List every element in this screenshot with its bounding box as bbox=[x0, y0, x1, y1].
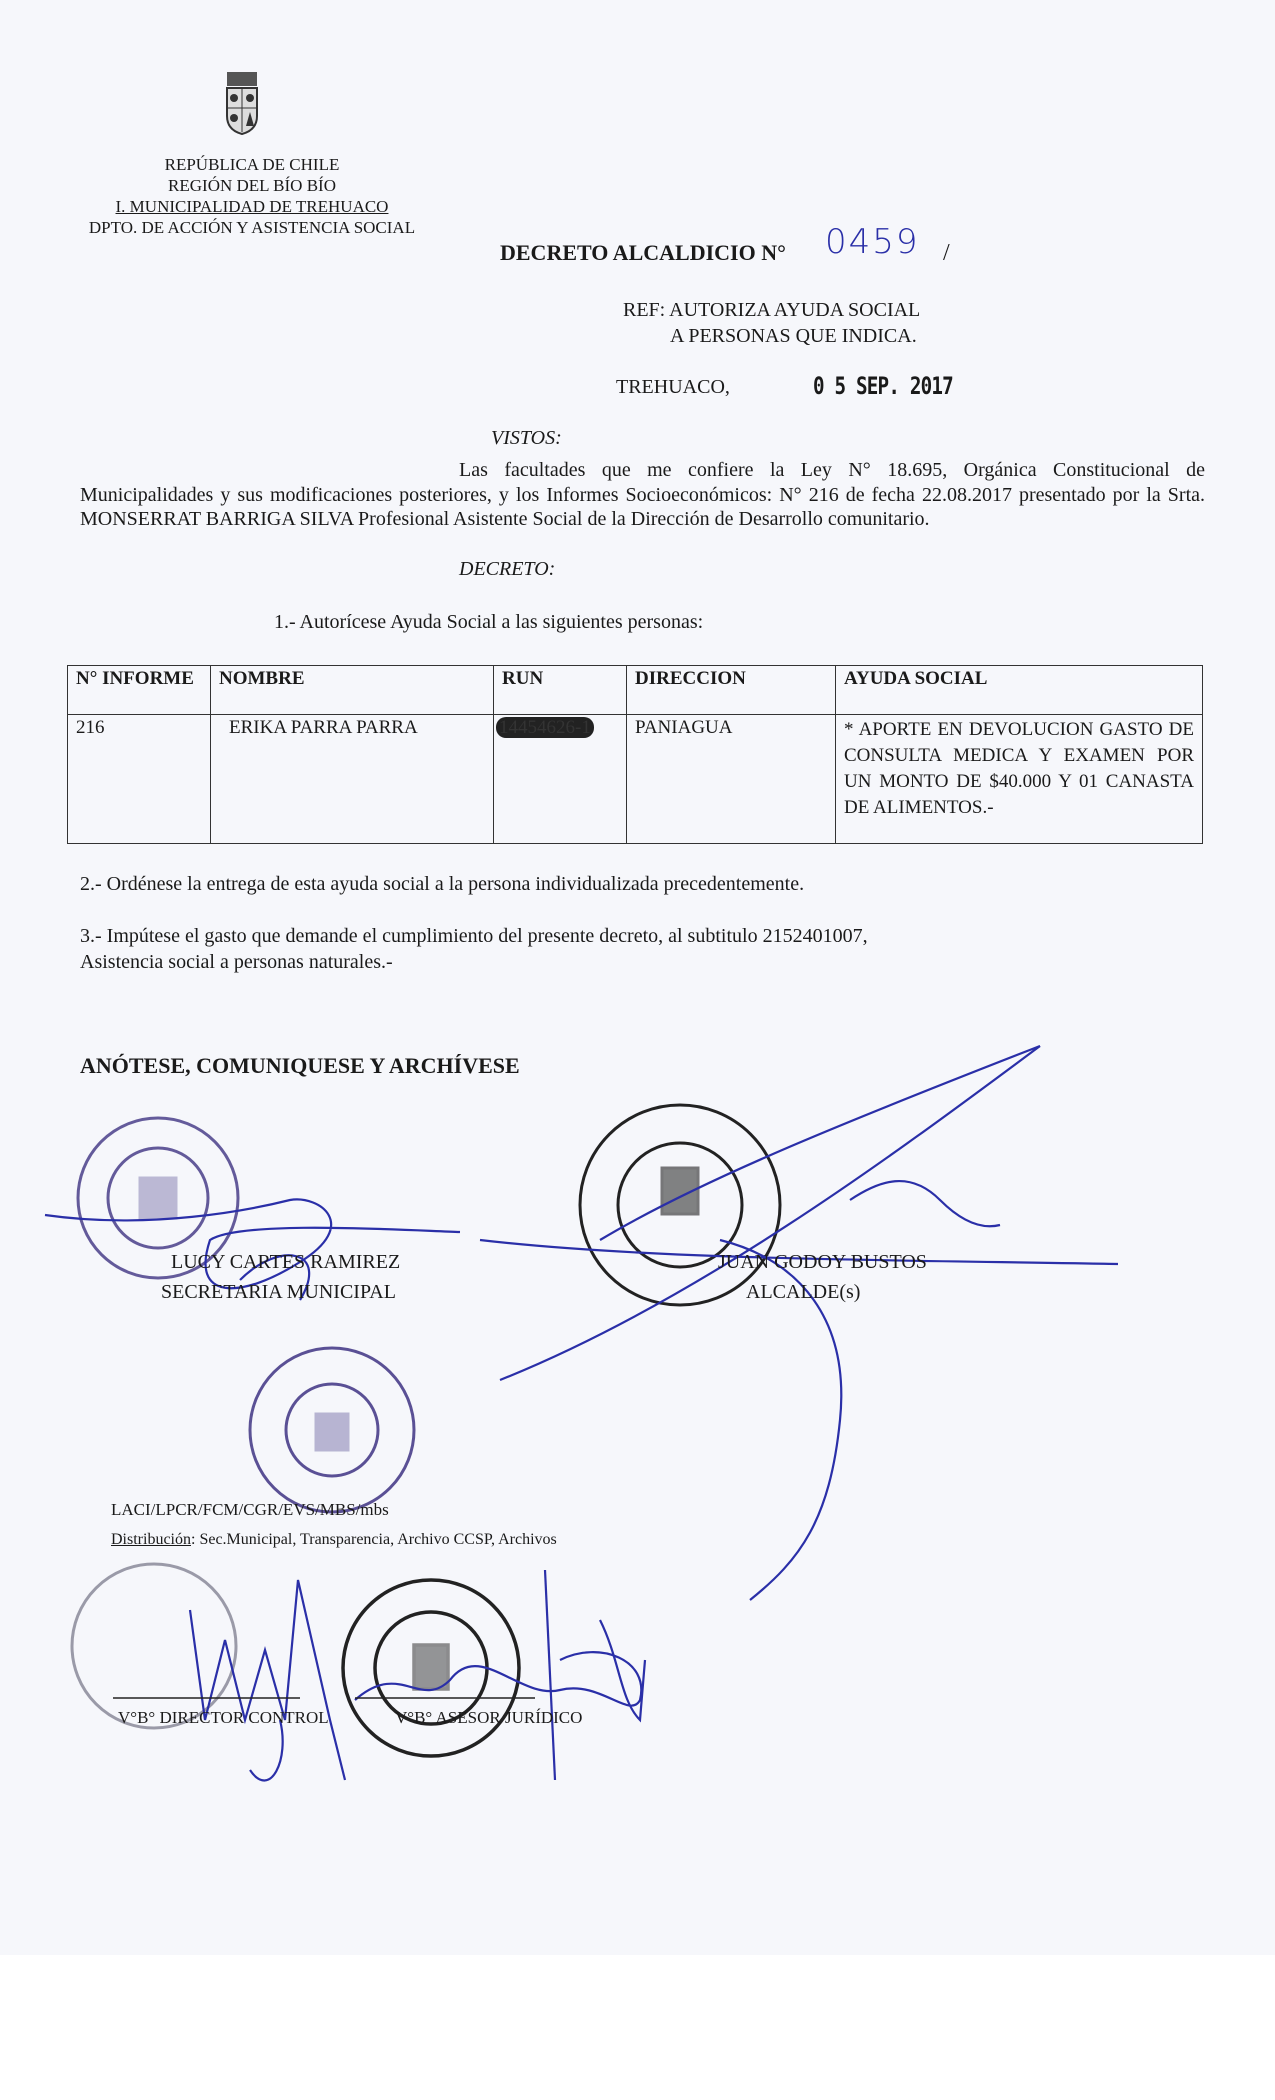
signatures bbox=[45, 1046, 1118, 1780]
col-nombre: NOMBRE bbox=[211, 666, 494, 715]
cell-informe: 216 bbox=[68, 715, 211, 844]
col-ayuda: AYUDA SOCIAL bbox=[836, 666, 1203, 715]
col-informe: N° INFORME bbox=[68, 666, 211, 715]
item-2: 2.- Ordénese la entrega de esta ayuda social a la persona individualizada precedentemente. bbox=[80, 873, 805, 895]
ref-line: REF: AUTORIZA AYUDA SOCIAL bbox=[623, 299, 921, 321]
legal-stamp-icon bbox=[343, 1580, 519, 1756]
ref-line: A PERSONAS QUE INDICA. bbox=[670, 325, 917, 347]
item-1: 1.- Autorícese Ayuda Social a las siguientes personas: bbox=[274, 611, 704, 633]
decreto-heading: DECRETO: bbox=[459, 558, 556, 580]
item-3-cont: Asistencia social a personas naturales.- bbox=[80, 951, 393, 973]
signatory-role: ALCALDE(s) bbox=[746, 1281, 861, 1303]
col-direccion: DIRECCION bbox=[627, 666, 836, 715]
vistos-heading: VISTOS: bbox=[491, 427, 562, 449]
item-3: 3.- Impútese el gasto que demande el cumplimiento del presente decreto, al subtitulo 2152401007, bbox=[80, 925, 868, 947]
vistos-text: Las facultades que me confiere la Ley N° 18.695, Orgánica Constitucional de Municipalidades y sus modificaciones posteriores, y los Informes Socioeconómicos: N° 216 de fecha 22.08.2017 presentado por la Srta. MONSERRAT BARRIGA SILVA Profesional Asistente Social de la Dirección de Desarrollo comunitario. bbox=[80, 459, 1205, 530]
cell-run-redacted: 14454626-1 bbox=[496, 717, 594, 738]
header-line: DPTO. DE ACCIÓN Y ASISTENCIA SOCIAL bbox=[88, 218, 416, 237]
dideco-stamp-icon bbox=[250, 1348, 414, 1512]
header-line: I. MUNICIPALIDAD DE TREHUACO bbox=[115, 197, 389, 216]
distribution-text: : Sec.Municipal, Transparencia, Archivo CCSP, Archivos bbox=[191, 1531, 557, 1548]
approval-control: V°B° DIRECTOR CONTROL bbox=[118, 1708, 329, 1727]
cell-nombre: ERIKA PARRA PARRA bbox=[211, 715, 494, 844]
initials: LACI/LPCR/FCM/CGR/EVS/MBS/mbs bbox=[111, 1500, 389, 1519]
closing-formula: ANÓTESE, COMUNIQUESE Y ARCHÍVESE bbox=[80, 1053, 520, 1078]
header-line: REPÚBLICA DE CHILE bbox=[164, 155, 340, 174]
cell-ayuda: * APORTE EN DEVOLUCION GASTO DE CONSULTA MEDICA Y EXAMEN POR UN MONTO DE $40.000 Y 01 CANASTA DE ALIMENTOS.- bbox=[836, 715, 1203, 844]
mayor-stamp-icon bbox=[580, 1105, 780, 1305]
signatory-name: LUCY CARTES RAMIREZ bbox=[171, 1251, 401, 1273]
header-line: REGIÓN DEL BÍO BÍO bbox=[168, 176, 336, 195]
place: TREHUACO, bbox=[616, 376, 730, 398]
decree-slash: / bbox=[943, 240, 950, 266]
date-stamp: 0 5 SEP. 2017 bbox=[813, 372, 953, 400]
cell-direccion: PANIAGUA bbox=[627, 715, 836, 844]
signatory-role: SECRETARIA MUNICIPAL bbox=[161, 1281, 396, 1303]
approval-legal: V°B° ASESOR JURÍDICO bbox=[395, 1708, 583, 1727]
decree-title: DECRETO ALCALDICIO N° bbox=[500, 240, 786, 265]
decree-number: 0459 bbox=[825, 222, 920, 262]
distribution-label: Distribución bbox=[111, 1531, 191, 1548]
col-run: RUN bbox=[494, 666, 627, 715]
signatory-name: JUAN GODOY BUSTOS bbox=[718, 1251, 927, 1273]
control-stamp-icon bbox=[72, 1564, 236, 1728]
